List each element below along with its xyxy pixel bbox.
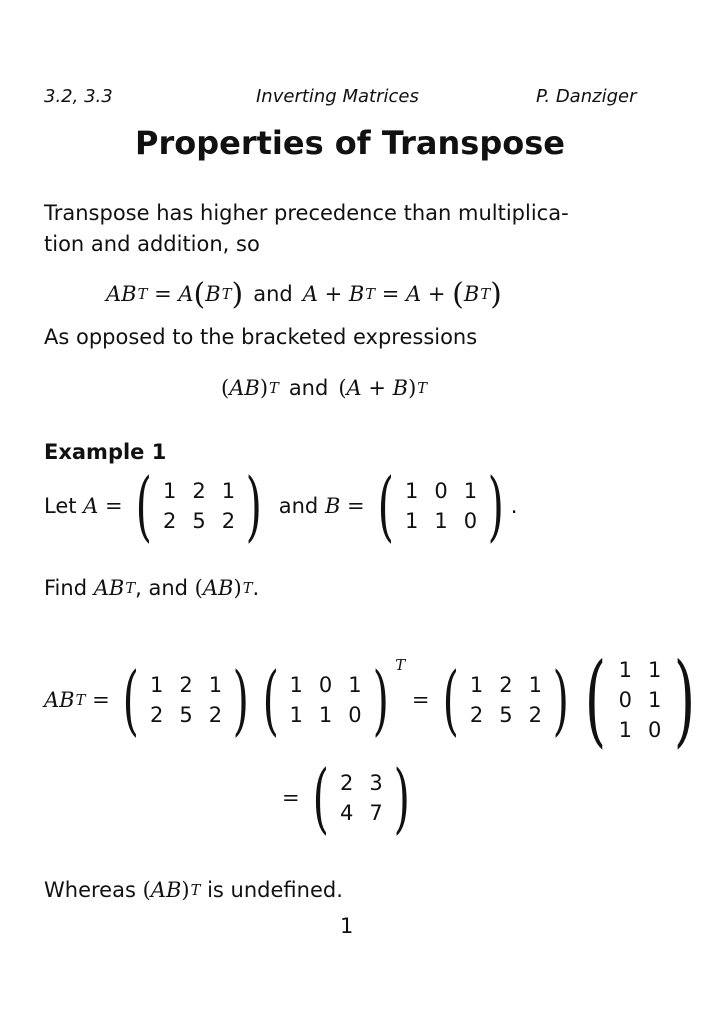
intro-line-1: Transpose has higher precedence than multiplica- <box>44 201 569 225</box>
equation-bracketed: ( AB ) T and ( A + B ) T <box>221 376 428 400</box>
matrix-A: ( 1 2 1 2 5 2 ) <box>135 461 263 550</box>
and-word: and <box>288 376 329 400</box>
and-word: and <box>278 494 319 518</box>
matrix-B-repeat: ( 1 0 1 1 1 0 ) <box>262 655 389 744</box>
transpose-computation: AB T = ( 1 2 1 2 5 2 ) ( 1 0 1 1 1 0 ) T = ( 1 2 1 2 5 2 ) ( 1 1 0 1 1 0 ) <box>44 652 704 748</box>
matrix-B-transpose: ( 1 1 0 1 1 0 ) <box>584 641 696 758</box>
section-number: 3.2, 3.3 <box>44 86 113 107</box>
equation-precedence: AB T = A ( B T ) and A + B T = A + ( B T ) <box>106 276 502 312</box>
and-word: and <box>253 282 293 306</box>
matrix-A-repeat: ( 1 2 1 2 5 2 ) <box>123 655 250 744</box>
example-definition: Let A = ( 1 2 1 2 5 2 ) and B = ( 1 0 1 1 1 0 ) . <box>44 461 518 550</box>
find-line: Find AB T , and ( AB ) T . <box>44 576 260 600</box>
opposed-text: As opposed to the bracketed expressions <box>44 325 478 349</box>
matrix-B: ( 1 0 1 1 1 0 ) <box>378 461 505 550</box>
matrix-A-second: ( 1 2 1 2 5 2 ) <box>442 655 569 744</box>
page-title: Properties of Transpose <box>135 124 565 162</box>
whereas-line: Whereas ( AB ) T is undefined. <box>44 878 343 902</box>
intro-line-2: tion and addition, so <box>44 232 260 256</box>
page-number: 1 <box>340 914 354 938</box>
whereas-word: Whereas <box>44 878 136 902</box>
and-comma: , and <box>135 576 188 600</box>
let-word: Let <box>44 494 77 518</box>
find-word: Find <box>44 576 88 600</box>
result-line: = ( 2 3 4 7 ) <box>282 762 416 834</box>
example-heading: Example 1 <box>44 440 167 464</box>
author-header: P. Danziger <box>536 86 637 107</box>
topic-header: Inverting Matrices <box>256 86 419 107</box>
matrix-result: ( 2 3 4 7 ) <box>312 753 410 842</box>
undefined-text: is undefined. <box>207 878 343 902</box>
